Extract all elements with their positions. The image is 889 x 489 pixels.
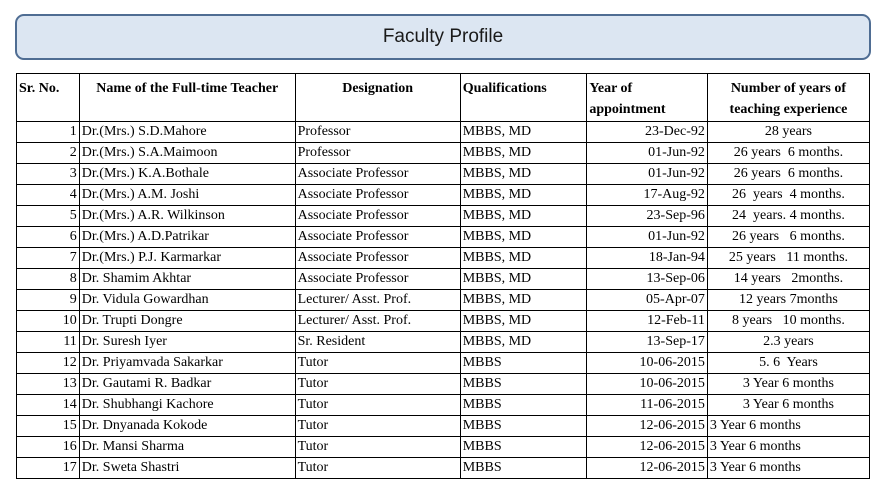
cell-sr-no: 14 [17, 395, 80, 416]
cell-qualifications: MBBS, MD [460, 122, 587, 143]
cell-teaching-experience: 25 years 11 months. [707, 248, 869, 269]
cell-year-of-appointment: 17-Aug-92 [587, 185, 708, 206]
cell-teaching-experience: 26 years 4 months. [707, 185, 869, 206]
cell-year-of-appointment: 10-06-2015 [587, 374, 708, 395]
cell-sr-no: 17 [17, 458, 80, 479]
header-year-line1: Year of [589, 81, 633, 96]
cell-sr-no: 3 [17, 164, 80, 185]
table-row [17, 332, 870, 353]
cell-qualifications: MBBS [460, 416, 587, 437]
header-exp-line2: teaching experience [729, 102, 848, 117]
cell-sr-no: 11 [17, 332, 80, 353]
table-body [17, 122, 870, 479]
cell-teaching-experience: 26 years 6 months. [707, 164, 869, 185]
cell-qualifications: MBBS, MD [460, 227, 587, 248]
cell-teaching-experience: 3 Year 6 months [707, 458, 869, 479]
table-row [17, 164, 870, 185]
cell-year-of-appointment: 01-Jun-92 [587, 143, 708, 164]
cell-sr-no: 1 [17, 122, 80, 143]
cell-qualifications: MBBS [460, 437, 587, 458]
header-qualifications: Qualifications [460, 74, 587, 122]
cell-designation: Associate Professor [295, 269, 460, 290]
cell-sr-no: 12 [17, 353, 80, 374]
cell-qualifications: MBBS, MD [460, 206, 587, 227]
cell-year-of-appointment: 05-Apr-07 [587, 290, 708, 311]
cell-teaching-experience: 3 Year 6 months [707, 416, 869, 437]
table-row [17, 395, 870, 416]
page-title: Faculty Profile [382, 26, 504, 47]
cell-qualifications: MBBS, MD [460, 185, 587, 206]
cell-teacher-name: Dr. Trupti Dongre [79, 311, 295, 332]
cell-year-of-appointment: 12-06-2015 [587, 416, 708, 437]
cell-teaching-experience: 12 years 7months [707, 290, 869, 311]
cell-teaching-experience: 14 years 2months. [707, 269, 869, 290]
table-row [17, 185, 870, 206]
cell-sr-no: 8 [17, 269, 80, 290]
cell-teacher-name: Dr. Dnyanada Kokode [79, 416, 295, 437]
header-sr-no: Sr. No. [17, 74, 80, 122]
table-row [17, 311, 870, 332]
table-row [17, 248, 870, 269]
cell-designation: Lecturer/ Asst. Prof. [295, 290, 460, 311]
cell-sr-no: 15 [17, 416, 80, 437]
cell-sr-no: 2 [17, 143, 80, 164]
cell-sr-no: 5 [17, 206, 80, 227]
header-year-line2: appointment [589, 102, 666, 117]
cell-year-of-appointment: 10-06-2015 [587, 353, 708, 374]
header-exp-line1: Number of years of [730, 81, 847, 96]
cell-year-of-appointment: 11-06-2015 [587, 395, 708, 416]
header-designation: Designation [295, 74, 460, 122]
cell-teaching-experience: 2.3 years [707, 332, 869, 353]
cell-teacher-name: Dr. Gautami R. Badkar [79, 374, 295, 395]
cell-designation: Tutor [295, 395, 460, 416]
cell-teacher-name: Dr.(Mrs.) K.A.Bothale [79, 164, 295, 185]
cell-teacher-name: Dr.(Mrs.) A.M. Joshi [79, 185, 295, 206]
cell-designation: Associate Professor [295, 227, 460, 248]
cell-teacher-name: Dr.(Mrs.) S.D.Mahore [79, 122, 295, 143]
header-name: Name of the Full-time Teacher [79, 74, 295, 122]
cell-designation: Tutor [295, 374, 460, 395]
cell-designation: Associate Professor [295, 248, 460, 269]
table-row [17, 122, 870, 143]
header-year-of-appointment [587, 74, 708, 122]
cell-teacher-name: Dr. Shubhangi Kachore [79, 395, 295, 416]
table-row [17, 269, 870, 290]
cell-designation: Professor [295, 143, 460, 164]
header-row [17, 74, 870, 122]
cell-teaching-experience: 26 years 6 months. [707, 227, 869, 248]
cell-qualifications: MBBS, MD [460, 332, 587, 353]
cell-teacher-name: Dr.(Mrs.) A.D.Patrikar [79, 227, 295, 248]
cell-teaching-experience: 8 years 10 months. [707, 311, 869, 332]
cell-year-of-appointment: 13-Sep-06 [587, 269, 708, 290]
cell-teaching-experience: 5. 6 Years [707, 353, 869, 374]
table-row [17, 227, 870, 248]
cell-teacher-name: Dr. Priyamvada Sakarkar [79, 353, 295, 374]
cell-sr-no: 9 [17, 290, 80, 311]
cell-sr-no: 6 [17, 227, 80, 248]
cell-qualifications: MBBS, MD [460, 311, 587, 332]
cell-year-of-appointment: 01-Jun-92 [587, 227, 708, 248]
cell-sr-no: 13 [17, 374, 80, 395]
cell-teacher-name: Dr.(Mrs.) S.A.Maimoon [79, 143, 295, 164]
table-row [17, 290, 870, 311]
table-header [17, 74, 870, 122]
table-row [17, 437, 870, 458]
cell-qualifications: MBBS [460, 374, 587, 395]
cell-designation: Associate Professor [295, 164, 460, 185]
cell-qualifications: MBBS [460, 458, 587, 479]
cell-designation: Lecturer/ Asst. Prof. [295, 311, 460, 332]
cell-teaching-experience: 26 years 6 months. [707, 143, 869, 164]
cell-teaching-experience: 3 Year 6 months [707, 395, 869, 416]
cell-teacher-name: Dr. Vidula Gowardhan [79, 290, 295, 311]
cell-designation: Sr. Resident [295, 332, 460, 353]
faculty-table [16, 73, 870, 479]
cell-designation: Tutor [295, 416, 460, 437]
header-teaching-experience [707, 74, 869, 122]
cell-designation: Tutor [295, 437, 460, 458]
cell-designation: Tutor [295, 353, 460, 374]
cell-teaching-experience: 3 Year 6 months [707, 374, 869, 395]
cell-sr-no: 4 [17, 185, 80, 206]
cell-qualifications: MBBS, MD [460, 164, 587, 185]
cell-teacher-name: Dr.(Mrs.) P.J. Karmarkar [79, 248, 295, 269]
cell-teacher-name: Dr. Sweta Shastri [79, 458, 295, 479]
table-row [17, 458, 870, 479]
cell-teacher-name: Dr. Mansi Sharma [79, 437, 295, 458]
cell-year-of-appointment: 23-Dec-92 [587, 122, 708, 143]
cell-teacher-name: Dr.(Mrs.) A.R. Wilkinson [79, 206, 295, 227]
table-row [17, 206, 870, 227]
cell-designation: Tutor [295, 458, 460, 479]
cell-teaching-experience: 3 Year 6 months [707, 437, 869, 458]
cell-designation: Associate Professor [295, 185, 460, 206]
cell-designation: Professor [295, 122, 460, 143]
cell-sr-no: 16 [17, 437, 80, 458]
cell-year-of-appointment: 12-06-2015 [587, 458, 708, 479]
cell-designation: Associate Professor [295, 206, 460, 227]
cell-sr-no: 10 [17, 311, 80, 332]
cell-qualifications: MBBS, MD [460, 248, 587, 269]
table-row [17, 374, 870, 395]
cell-qualifications: MBBS [460, 353, 587, 374]
table-row [17, 143, 870, 164]
cell-qualifications: MBBS, MD [460, 143, 587, 164]
cell-qualifications: MBBS, MD [460, 290, 587, 311]
table-row [17, 353, 870, 374]
cell-qualifications: MBBS, MD [460, 269, 587, 290]
cell-teacher-name: Dr. Suresh Iyer [79, 332, 295, 353]
cell-year-of-appointment: 12-06-2015 [587, 437, 708, 458]
cell-teaching-experience: 24 years. 4 months. [707, 206, 869, 227]
cell-year-of-appointment: 18-Jan-94 [587, 248, 708, 269]
cell-teaching-experience: 28 years [707, 122, 869, 143]
table-row [17, 416, 870, 437]
page-title-banner [15, 14, 871, 60]
cell-sr-no: 7 [17, 248, 80, 269]
cell-year-of-appointment: 12-Feb-11 [587, 311, 708, 332]
cell-qualifications: MBBS [460, 395, 587, 416]
cell-year-of-appointment: 13-Sep-17 [587, 332, 708, 353]
cell-year-of-appointment: 01-Jun-92 [587, 164, 708, 185]
cell-year-of-appointment: 23-Sep-96 [587, 206, 708, 227]
cell-teacher-name: Dr. Shamim Akhtar [79, 269, 295, 290]
